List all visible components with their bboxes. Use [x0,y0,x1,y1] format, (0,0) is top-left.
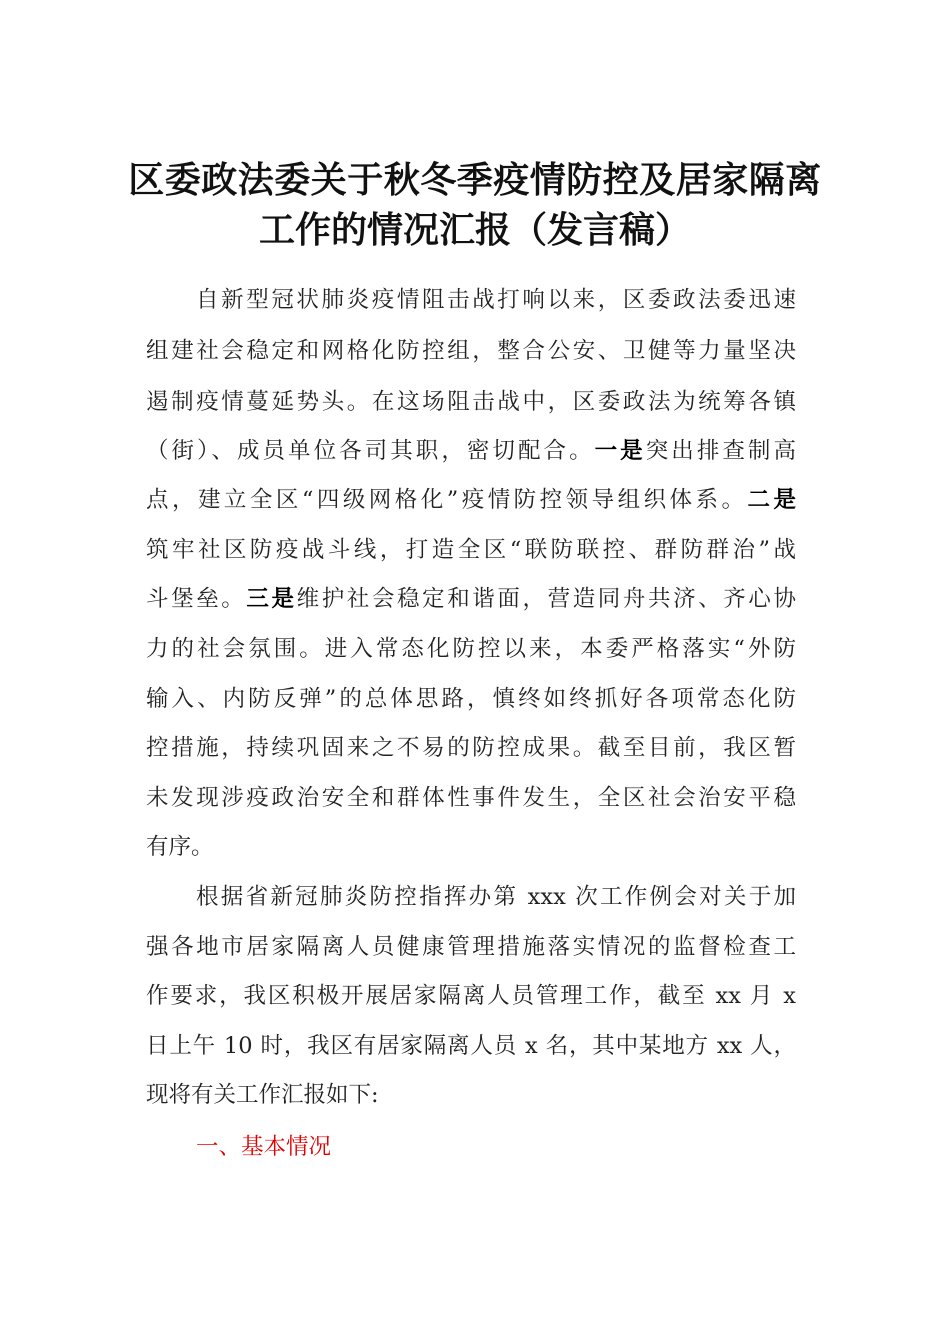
paragraph-line [146,584,796,614]
paragraph-line: 遏制疫情蔓延势头。在这场阻击战中，区委政法为统筹各镇 [146,389,796,415]
text-run: 斗堡垒。 [146,586,247,612]
paragraph-line: 强各地市居家隔离人员健康管理措施落实情况的监督检查工 [146,934,796,960]
paragraph-line: 未发现涉疫政治安全和群体性事件发生，全区社会治安平稳 [146,785,796,811]
paragraph-line: 组建社会稳定和网格化防控组，整合公安、卫健等力量坚决 [146,338,796,364]
paragraph-line: 根据省新冠肺炎防控指挥办第 xxx 次工作例会对关于加 [196,884,796,910]
paragraph-line: 现将有关工作汇报如下: [146,1082,379,1108]
section-heading: 一、基本情况 [196,1134,332,1160]
document-title-line-1: 区委政法委关于秋冬季疫情防控及居家隔离 [128,159,822,201]
bold-marker-first: 一是 [594,438,646,464]
paragraph-line: 筑牢社区防疫战斗线，打造全区“联防联控、群防群治”战 [146,537,796,563]
paragraph-line: 自新型冠状肺炎疫情阻击战打响以来，区委政法委迅速 [196,287,796,313]
paragraph-line: 作要求，我区积极开展居家隔离人员管理工作，截至 xx 月 x [146,983,796,1009]
paragraph-line [146,485,796,515]
document-title-line-2: 工作的情况汇报（发言稿） [258,209,691,251]
paragraph-line: 控措施，持续巩固来之不易的防控成果。截至目前，我区暂 [146,735,796,761]
bold-marker-second: 二是 [747,487,796,513]
paragraph-line: 有序。 [146,834,214,860]
paragraph-line: 力的社会氛围。进入常态化防控以来，本委严格落实“外防 [146,636,796,662]
bold-marker-third: 三是 [246,586,297,612]
paragraph-line: 日上午 10 时，我区有居家隔离人员 x 名，其中某地方 xx 人， [146,1033,796,1059]
text-run: （街）、成员单位各司其职，密切配合。 [146,438,595,464]
text-run: 点，建立全区“四级网格化”疫情防控领导组织体系。 [146,487,748,513]
text-run: 维护社会稳定和谐面，营造同舟共济、齐心协 [296,586,796,612]
text-run: 突出排查制高 [645,438,796,464]
paragraph-line: 输入、内防反弹”的总体思路，慎终如终抓好各项常态化防 [146,686,796,712]
paragraph-line [146,436,796,466]
